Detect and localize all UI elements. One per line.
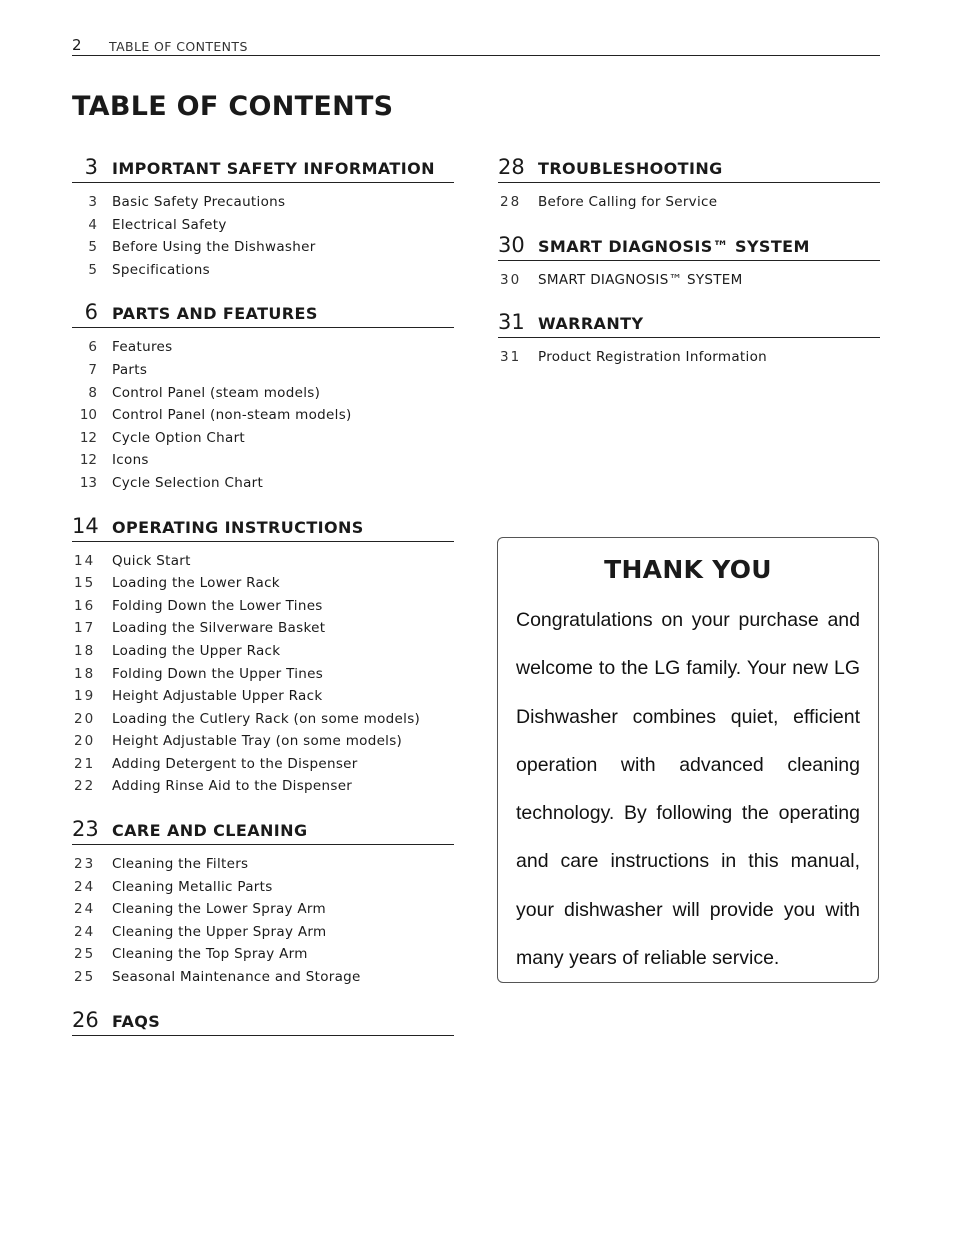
thank-you-title: THANK YOU — [604, 555, 772, 584]
section-title: OPERATING INSTRUCTIONS — [112, 517, 364, 537]
entry-title: Cleaning the Filters — [112, 856, 249, 873]
section-heading[interactable] — [498, 309, 880, 338]
entry-page-number: 5 — [88, 261, 97, 278]
toc-section — [72, 513, 454, 799]
toc-entry[interactable] — [72, 775, 454, 798]
entry-title: Features — [112, 339, 173, 356]
section-heading[interactable] — [72, 513, 454, 542]
toc-section — [72, 154, 454, 281]
entry-title: Basic Safety Precautions — [112, 194, 286, 210]
toc-entry[interactable] — [72, 236, 454, 259]
toc-section — [498, 232, 880, 292]
running-title: TABLE OF CONTENTS — [109, 39, 248, 54]
toc-entry[interactable] — [72, 753, 454, 776]
toc-column-left — [72, 154, 454, 1054]
section-heading[interactable] — [72, 299, 454, 328]
entry-list — [72, 183, 454, 281]
entry-page-number: 19 — [74, 688, 96, 705]
toc-entry[interactable] — [72, 663, 454, 686]
toc-section — [498, 309, 880, 369]
entry-page-number: 6 — [88, 339, 97, 356]
entry-page-number: 12 — [79, 452, 97, 469]
entry-page-number: 24 — [74, 901, 96, 918]
toc-entry[interactable] — [72, 550, 454, 573]
entry-title: Product Registration Information — [538, 349, 767, 366]
entry-title: Adding Rinse Aid to the Dispenser — [112, 778, 353, 795]
entry-title: Loading the Silverware Basket — [112, 620, 326, 637]
toc-entry[interactable] — [72, 853, 454, 876]
toc-entry[interactable] — [72, 730, 454, 753]
entry-page-number: 14 — [74, 552, 96, 569]
toc-entry[interactable] — [72, 404, 454, 427]
page-number: 2 — [72, 36, 82, 54]
thank-you-body: Congratulations on your purchase and welcome to the LG family. Your new LG Dishwasher combines quiet, efficient operation with advanced cleaning technology. By following the operating and care instructions in this manual, your dishwasher will provide you with many years of reliable service. — [516, 609, 860, 970]
entry-list — [498, 261, 880, 292]
entry-page-number: 24 — [74, 923, 96, 940]
section-title: IMPORTANT SAFETY INFORMATION — [112, 159, 435, 178]
entry-title: SMART DIAGNOSIS™ SYSTEM — [538, 271, 743, 288]
toc-entry[interactable] — [72, 449, 454, 472]
entry-title: Icons — [112, 452, 149, 469]
entry-page-number: 18 — [74, 665, 96, 682]
toc-section — [498, 154, 880, 214]
entry-title: Cycle Selection Chart — [112, 474, 264, 491]
entry-title: Before Using the Dishwasher — [112, 239, 316, 256]
entry-page-number: 7 — [88, 361, 97, 378]
entry-page-number: 28 — [500, 194, 522, 210]
section-title: FAQS — [112, 1011, 161, 1031]
section-heading[interactable] — [72, 1007, 454, 1036]
running-header — [72, 36, 880, 56]
section-heading[interactable] — [72, 154, 454, 183]
entry-page-number: 8 — [88, 384, 97, 401]
entry-title: Quick Start — [112, 552, 191, 569]
toc-entry[interactable] — [72, 943, 454, 966]
entry-page-number: 30 — [500, 271, 522, 288]
entry-page-number: 13 — [79, 474, 97, 491]
entry-list — [72, 542, 454, 799]
toc-section — [72, 816, 454, 989]
toc-entry[interactable] — [72, 214, 454, 237]
entry-list — [72, 328, 454, 494]
toc-entry[interactable] — [72, 685, 454, 708]
entry-title: Height Adjustable Upper Rack — [112, 688, 323, 705]
section-heading[interactable] — [498, 232, 880, 261]
entry-page-number: 20 — [74, 710, 96, 727]
entry-title: Folding Down the Lower Tines — [112, 597, 323, 614]
section-page-number: 3 — [84, 155, 98, 179]
entry-title: Specifications — [112, 261, 210, 278]
toc-entry[interactable] — [72, 427, 454, 450]
toc-entry[interactable] — [72, 359, 454, 382]
entry-page-number: 25 — [74, 969, 96, 986]
toc-entry[interactable] — [72, 898, 454, 921]
entry-page-number: 17 — [74, 620, 96, 637]
entry-list — [498, 183, 880, 214]
entry-page-number: 3 — [88, 194, 97, 210]
entry-title: Loading the Upper Rack — [112, 642, 281, 659]
entry-list — [498, 338, 880, 369]
entry-title: Loading the Lower Rack — [112, 575, 280, 592]
entry-title: Loading the Cutlery Rack (on some models) — [112, 710, 421, 727]
entry-title: Folding Down the Upper Tines — [112, 665, 324, 682]
toc-entry[interactable] — [498, 269, 880, 292]
entry-page-number: 20 — [74, 733, 96, 750]
entry-page-number: 18 — [74, 642, 96, 659]
entry-title: Cleaning the Lower Spray Arm — [112, 901, 326, 918]
entry-title: Height Adjustable Tray (on some models) — [112, 733, 403, 750]
toc-entry[interactable] — [72, 617, 454, 640]
thank-you-box — [497, 537, 879, 983]
toc-entry[interactable] — [72, 966, 454, 989]
toc-entry[interactable] — [72, 259, 454, 282]
section-title: TROUBLESHOOTING — [538, 159, 723, 178]
section-heading[interactable] — [498, 154, 880, 183]
section-page-number: 14 — [72, 513, 99, 538]
section-page-number: 26 — [72, 1007, 99, 1032]
entry-title: Cleaning the Top Spray Arm — [112, 946, 308, 963]
toc-entry[interactable] — [498, 346, 880, 369]
entry-title: Electrical Safety — [112, 216, 227, 233]
section-page-number: 6 — [84, 300, 98, 325]
entry-title: Cycle Option Chart — [112, 429, 246, 446]
section-title: WARRANTY — [538, 314, 644, 334]
section-page-number: 31 — [498, 310, 525, 335]
toc-column-right — [498, 154, 880, 387]
entry-title: Seasonal Maintenance and Storage — [112, 969, 361, 986]
entry-page-number: 12 — [79, 429, 97, 446]
entry-list — [72, 845, 454, 989]
entry-page-number: 15 — [74, 575, 96, 592]
toc-entry[interactable] — [72, 472, 454, 495]
toc-entry[interactable] — [72, 382, 454, 405]
entry-title: Parts — [112, 361, 148, 378]
entry-page-number: 4 — [88, 216, 97, 233]
entry-title: Cleaning Metallic Parts — [112, 878, 273, 895]
entry-title: Before Calling for Service — [538, 194, 718, 210]
entry-page-number: 5 — [88, 239, 97, 256]
section-heading[interactable] — [72, 816, 454, 845]
entry-page-number: 21 — [74, 755, 96, 772]
section-title: SMART DIAGNOSIS™ SYSTEM — [538, 236, 810, 256]
entry-page-number: 25 — [74, 946, 96, 963]
section-title: PARTS AND FEATURES — [112, 304, 318, 324]
toc-entry[interactable] — [72, 191, 454, 214]
toc-entry[interactable] — [498, 191, 880, 214]
entry-title: Control Panel (non-steam models) — [112, 407, 352, 424]
entry-page-number: 24 — [74, 878, 96, 895]
toc-entry[interactable] — [72, 921, 454, 944]
entry-page-number: 23 — [74, 856, 96, 873]
toc-entry[interactable] — [72, 876, 454, 899]
section-page-number: 23 — [72, 817, 99, 842]
toc-entry[interactable] — [72, 336, 454, 359]
entry-title: Control Panel (steam models) — [112, 384, 321, 401]
toc-entry[interactable] — [72, 572, 454, 595]
entry-page-number: 22 — [74, 778, 96, 795]
toc-entry[interactable] — [72, 595, 454, 618]
entry-page-number: 10 — [79, 407, 97, 424]
entry-title: Cleaning the Upper Spray Arm — [112, 923, 327, 940]
section-page-number: 28 — [498, 155, 525, 179]
toc-section — [72, 299, 454, 494]
section-page-number: 30 — [498, 232, 525, 257]
entry-page-number: 16 — [74, 597, 96, 614]
section-title: CARE AND CLEANING — [112, 821, 308, 841]
toc-entry[interactable] — [72, 708, 454, 731]
toc-section — [72, 1007, 454, 1036]
page-title: TABLE OF CONTENTS — [72, 91, 394, 122]
entry-page-number: 31 — [500, 349, 522, 366]
toc-entry[interactable] — [72, 640, 454, 663]
entry-title: Adding Detergent to the Dispenser — [112, 755, 358, 772]
